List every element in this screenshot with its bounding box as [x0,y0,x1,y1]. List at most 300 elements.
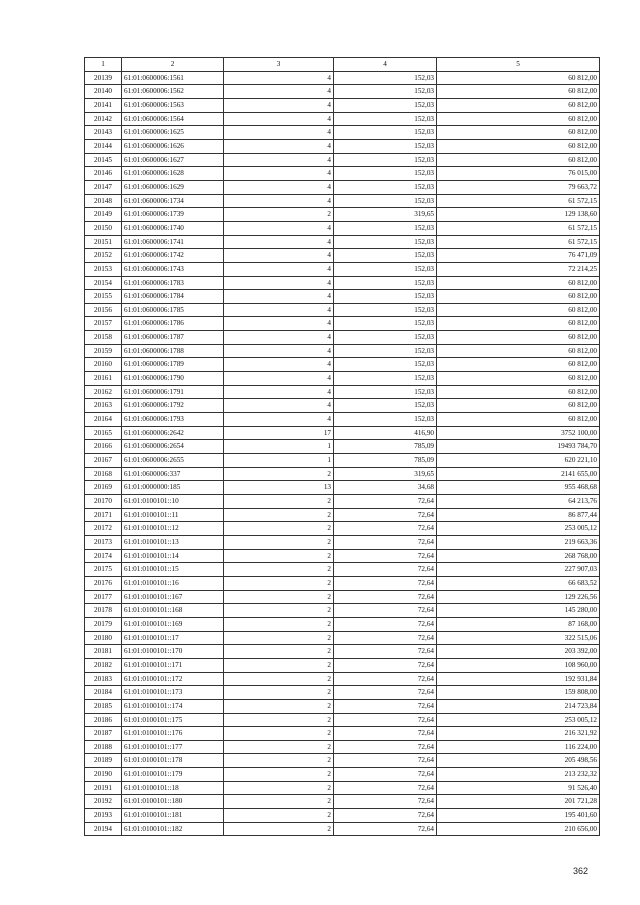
table-row [85,372,600,386]
area-cell: 72,64 [334,686,437,700]
table-row [85,467,600,481]
row-number-cell: 20180 [85,631,122,645]
value-cell: 620 221,10 [437,454,600,468]
cadastral-number-cell: 61:01:0600006:1783 [122,276,224,290]
count-cell: 4 [224,167,334,181]
cadastral-number-cell: 61:01:0100101::170 [122,645,224,659]
area-cell: 72,64 [334,809,437,823]
row-number-cell: 20154 [85,276,122,290]
count-cell: 4 [224,276,334,290]
table-row [85,563,600,577]
area-cell: 785,09 [334,454,437,468]
table-row [85,358,600,372]
count-cell: 2 [224,740,334,754]
table-row [85,180,600,194]
cadastral-number-cell: 61:01:0100101::176 [122,727,224,741]
table-row [85,440,600,454]
count-cell: 4 [224,139,334,153]
table-row [85,249,600,263]
cadastral-number-cell: 61:01:0100101::173 [122,686,224,700]
area-cell: 152,03 [334,249,437,263]
count-cell: 2 [224,576,334,590]
value-cell: 60 812,00 [437,331,600,345]
row-number-cell: 20168 [85,467,122,481]
area-cell: 152,03 [334,372,437,386]
table-row [85,781,600,795]
column-header-2: 2 [122,58,224,72]
count-cell: 4 [224,331,334,345]
table-row [85,686,600,700]
count-cell: 2 [224,631,334,645]
value-cell: 129 226,56 [437,590,600,604]
value-cell: 253 005,12 [437,713,600,727]
area-cell: 72,64 [334,672,437,686]
table-row [85,658,600,672]
cadastral-number-cell: 61:01:0100101::172 [122,672,224,686]
area-cell: 416,90 [334,426,437,440]
area-cell: 72,64 [334,768,437,782]
cadastral-number-cell: 61:01:0600006:1788 [122,344,224,358]
cadastral-number-cell: 61:01:0600006:337 [122,467,224,481]
row-number-cell: 20183 [85,672,122,686]
row-number-cell: 20165 [85,426,122,440]
value-cell: 60 812,00 [437,399,600,413]
table-row [85,699,600,713]
row-number-cell: 20159 [85,344,122,358]
area-cell: 34,68 [334,481,437,495]
table-row [85,645,600,659]
row-number-cell: 20171 [85,508,122,522]
cadastral-number-cell: 61:01:0600006:1739 [122,208,224,222]
count-cell: 4 [224,413,334,427]
table-row [85,303,600,317]
area-cell: 72,64 [334,754,437,768]
area-cell: 152,03 [334,112,437,126]
row-number-cell: 20194 [85,822,122,836]
cadastral-number-cell: 61:01:0600006:1792 [122,399,224,413]
row-number-cell: 20142 [85,112,122,126]
value-cell: 159 808,00 [437,686,600,700]
count-cell: 2 [224,754,334,768]
area-cell: 152,03 [334,221,437,235]
value-cell: 203 392,00 [437,645,600,659]
count-cell: 2 [224,672,334,686]
cadastral-number-cell: 61:01:0600006:1629 [122,180,224,194]
count-cell: 2 [224,617,334,631]
count-cell: 2 [224,713,334,727]
count-cell: 4 [224,194,334,208]
row-number-cell: 20161 [85,372,122,386]
row-number-cell: 20148 [85,194,122,208]
row-number-cell: 20185 [85,699,122,713]
table-row [85,768,600,782]
count-cell: 13 [224,481,334,495]
row-number-cell: 20162 [85,385,122,399]
row-number-cell: 20143 [85,126,122,140]
row-number-cell: 20152 [85,249,122,263]
count-cell: 2 [224,563,334,577]
value-cell: 66 683,52 [437,576,600,590]
cadastral-number-cell: 61:01:0100101::17 [122,631,224,645]
area-cell: 152,03 [334,126,437,140]
value-cell: 201 721,28 [437,795,600,809]
value-cell: 60 812,00 [437,385,600,399]
row-number-cell: 20166 [85,440,122,454]
cadastral-number-cell: 61:01:0600006:1787 [122,331,224,345]
table-row [85,495,600,509]
area-cell: 152,03 [334,235,437,249]
area-cell: 72,64 [334,713,437,727]
table-row [85,290,600,304]
table-row [85,809,600,823]
value-cell: 60 812,00 [437,153,600,167]
value-cell: 87 168,00 [437,617,600,631]
row-number-cell: 20167 [85,454,122,468]
area-cell: 319,65 [334,208,437,222]
area-cell: 152,03 [334,276,437,290]
cadastral-number-cell: 61:01:0100101::14 [122,549,224,563]
count-cell: 4 [224,126,334,140]
count-cell: 2 [224,795,334,809]
table-row [85,672,600,686]
value-cell: 955 468,68 [437,481,600,495]
row-number-cell: 20186 [85,713,122,727]
value-cell: 64 213,76 [437,495,600,509]
area-cell: 152,03 [334,180,437,194]
value-cell: 60 812,00 [437,344,600,358]
value-cell: 60 812,00 [437,413,600,427]
count-cell: 4 [224,249,334,263]
table-row [85,235,600,249]
row-number-cell: 20145 [85,153,122,167]
count-cell: 4 [224,344,334,358]
cadastral-number-cell: 61:01:0600006:1626 [122,139,224,153]
area-cell: 152,03 [334,167,437,181]
count-cell: 4 [224,262,334,276]
row-number-cell: 20179 [85,617,122,631]
table-row [85,481,600,495]
row-number-cell: 20173 [85,535,122,549]
table-row [85,413,600,427]
cadastral-number-cell: 61:01:0100101::179 [122,768,224,782]
cadastral-number-cell: 61:01:0600006:1789 [122,358,224,372]
count-cell: 4 [224,385,334,399]
value-cell: 227 907,03 [437,563,600,577]
table-row [85,221,600,235]
value-cell: 60 812,00 [437,71,600,85]
count-cell: 4 [224,358,334,372]
area-cell: 72,64 [334,563,437,577]
value-cell: 72 214,25 [437,262,600,276]
value-cell: 195 401,60 [437,809,600,823]
value-cell: 145 280,00 [437,604,600,618]
cadastral-number-cell: 61:01:0100101::15 [122,563,224,577]
count-cell: 2 [224,686,334,700]
area-cell: 152,03 [334,98,437,112]
value-cell: 210 656,00 [437,822,600,836]
row-number-cell: 20150 [85,221,122,235]
area-cell: 152,03 [334,331,437,345]
area-cell: 72,64 [334,631,437,645]
cadastral-number-cell: 61:01:0600006:1791 [122,385,224,399]
table-row [85,167,600,181]
value-cell: 60 812,00 [437,112,600,126]
row-number-cell: 20190 [85,768,122,782]
value-cell: 61 572,15 [437,235,600,249]
table-row [85,822,600,836]
cadastral-number-cell: 61:01:0600006:1734 [122,194,224,208]
cadastral-number-cell: 61:01:0600006:1790 [122,372,224,386]
row-number-cell: 20172 [85,522,122,536]
count-cell: 4 [224,85,334,99]
cadastral-number-cell: 61:01:0100101::171 [122,658,224,672]
cadastral-number-cell: 61:01:0100101::13 [122,535,224,549]
cadastral-table [84,57,600,836]
count-cell: 2 [224,809,334,823]
page-number: 362 [572,866,588,876]
cadastral-number-cell: 61:01:0100101::11 [122,508,224,522]
table-row [85,98,600,112]
row-number-cell: 20155 [85,290,122,304]
table-row [85,194,600,208]
row-number-cell: 20178 [85,604,122,618]
cadastral-number-cell: 61:01:0600006:1743 [122,262,224,276]
value-cell: 129 138,60 [437,208,600,222]
cadastral-number-cell: 61:01:0000000:185 [122,481,224,495]
area-cell: 72,64 [334,740,437,754]
value-cell: 253 005,12 [437,522,600,536]
area-cell: 152,03 [334,358,437,372]
area-cell: 785,09 [334,440,437,454]
table-row [85,85,600,99]
row-number-cell: 20191 [85,781,122,795]
column-header-3: 3 [224,58,334,72]
area-cell: 72,64 [334,522,437,536]
area-cell: 152,03 [334,399,437,413]
cadastral-number-cell: 61:01:0600006:1785 [122,303,224,317]
count-cell: 4 [224,153,334,167]
row-number-cell: 20175 [85,563,122,577]
area-cell: 72,64 [334,535,437,549]
cadastral-number-cell: 61:01:0600006:1563 [122,98,224,112]
area-cell: 152,03 [334,153,437,167]
value-cell: 192 931,84 [437,672,600,686]
area-cell: 152,03 [334,194,437,208]
cadastral-number-cell: 61:01:0600006:1627 [122,153,224,167]
row-number-cell: 20151 [85,235,122,249]
cadastral-number-cell: 61:01:0100101::10 [122,495,224,509]
row-number-cell: 20146 [85,167,122,181]
value-cell: 60 812,00 [437,276,600,290]
count-cell: 2 [224,604,334,618]
value-cell: 116 224,00 [437,740,600,754]
count-cell: 2 [224,535,334,549]
count-cell: 2 [224,727,334,741]
count-cell: 4 [224,98,334,112]
column-header-4: 4 [334,58,437,72]
row-number-cell: 20149 [85,208,122,222]
area-cell: 152,03 [334,303,437,317]
table-row [85,508,600,522]
row-number-cell: 20157 [85,317,122,331]
count-cell: 4 [224,221,334,235]
count-cell: 4 [224,180,334,194]
value-cell: 76 471,09 [437,249,600,263]
area-cell: 72,64 [334,508,437,522]
row-number-cell: 20176 [85,576,122,590]
cadastral-number-cell: 61:01:0100101::12 [122,522,224,536]
row-number-cell: 20170 [85,495,122,509]
count-cell: 4 [224,372,334,386]
area-cell: 152,03 [334,413,437,427]
count-cell: 2 [224,208,334,222]
row-number-cell: 20156 [85,303,122,317]
table-row [85,454,600,468]
table-row [85,727,600,741]
value-cell: 60 812,00 [437,139,600,153]
table-row [85,208,600,222]
table-row [85,535,600,549]
table-row [85,754,600,768]
table-row [85,276,600,290]
row-number-cell: 20177 [85,590,122,604]
area-cell: 72,64 [334,576,437,590]
row-number-cell: 20147 [85,180,122,194]
row-number-cell: 20144 [85,139,122,153]
row-number-cell: 20192 [85,795,122,809]
row-number-cell: 20184 [85,686,122,700]
table-row [85,549,600,563]
table-row [85,631,600,645]
cadastral-number-cell: 61:01:0100101::174 [122,699,224,713]
area-cell: 72,64 [334,658,437,672]
value-cell: 19493 784,70 [437,440,600,454]
count-cell: 2 [224,699,334,713]
table-row [85,126,600,140]
cadastral-number-cell: 61:01:0100101::181 [122,809,224,823]
count-cell: 2 [224,495,334,509]
cadastral-number-cell: 61:01:0600006:1561 [122,71,224,85]
cadastral-number-cell: 61:01:0600006:1793 [122,413,224,427]
value-cell: 76 015,00 [437,167,600,181]
cadastral-number-cell: 61:01:0100101::16 [122,576,224,590]
table-row [85,426,600,440]
count-cell: 4 [224,112,334,126]
cadastral-number-cell: 61:01:0600006:1741 [122,235,224,249]
value-cell: 214 723,84 [437,699,600,713]
count-cell: 2 [224,781,334,795]
table-row [85,331,600,345]
count-cell: 2 [224,822,334,836]
count-cell: 2 [224,508,334,522]
cadastral-number-cell: 61:01:0600006:2655 [122,454,224,468]
count-cell: 2 [224,658,334,672]
value-cell: 61 572,15 [437,221,600,235]
area-cell: 72,64 [334,549,437,563]
table-body [85,71,600,836]
value-cell: 108 960,00 [437,658,600,672]
count-cell: 2 [224,522,334,536]
value-cell: 79 663,72 [437,180,600,194]
value-cell: 60 812,00 [437,358,600,372]
cadastral-number-cell: 61:01:0100101::18 [122,781,224,795]
cadastral-number-cell: 61:01:0600006:1564 [122,112,224,126]
row-number-cell: 20174 [85,549,122,563]
cadastral-number-cell: 61:01:0600006:1628 [122,167,224,181]
value-cell: 60 812,00 [437,85,600,99]
value-cell: 322 515,06 [437,631,600,645]
table-row [85,795,600,809]
cadastral-number-cell: 61:01:0100101::168 [122,604,224,618]
row-number-cell: 20182 [85,658,122,672]
area-cell: 152,03 [334,317,437,331]
row-number-cell: 20188 [85,740,122,754]
count-cell: 2 [224,645,334,659]
table-row [85,385,600,399]
area-cell: 152,03 [334,385,437,399]
value-cell: 60 812,00 [437,303,600,317]
area-cell: 319,65 [334,467,437,481]
cadastral-number-cell: 61:01:0600006:1562 [122,85,224,99]
cadastral-number-cell: 61:01:0100101::180 [122,795,224,809]
table-row [85,112,600,126]
cadastral-number-cell: 61:01:0600006:2654 [122,440,224,454]
table-row [85,71,600,85]
count-cell: 2 [224,590,334,604]
count-cell: 17 [224,426,334,440]
value-cell: 205 498,56 [437,754,600,768]
table-row [85,153,600,167]
row-number-cell: 20163 [85,399,122,413]
table-row [85,590,600,604]
cadastral-number-cell: 61:01:0600006:1625 [122,126,224,140]
area-cell: 72,64 [334,617,437,631]
table-row [85,740,600,754]
area-cell: 72,64 [334,495,437,509]
value-cell: 268 768,00 [437,549,600,563]
row-number-cell: 20181 [85,645,122,659]
value-cell: 60 812,00 [437,126,600,140]
row-number-cell: 20164 [85,413,122,427]
count-cell: 1 [224,454,334,468]
table-header-row [85,58,600,72]
area-cell: 72,64 [334,590,437,604]
table-row [85,617,600,631]
cadastral-number-cell: 61:01:0100101::175 [122,713,224,727]
value-cell: 60 812,00 [437,317,600,331]
table-row [85,344,600,358]
value-cell: 61 572,15 [437,194,600,208]
count-cell: 4 [224,71,334,85]
cadastral-number-cell: 61:01:0100101::167 [122,590,224,604]
count-cell: 2 [224,768,334,782]
area-cell: 72,64 [334,795,437,809]
cadastral-number-cell: 61:01:0600006:1742 [122,249,224,263]
column-header-1: 1 [85,58,122,72]
table-row [85,262,600,276]
table-row [85,604,600,618]
area-cell: 152,03 [334,290,437,304]
table-row [85,713,600,727]
count-cell: 4 [224,317,334,331]
cadastral-number-cell: 61:01:0600006:1740 [122,221,224,235]
value-cell: 219 663,36 [437,535,600,549]
area-cell: 152,03 [334,71,437,85]
value-cell: 2141 655,00 [437,467,600,481]
row-number-cell: 20153 [85,262,122,276]
value-cell: 91 526,40 [437,781,600,795]
table-row [85,399,600,413]
